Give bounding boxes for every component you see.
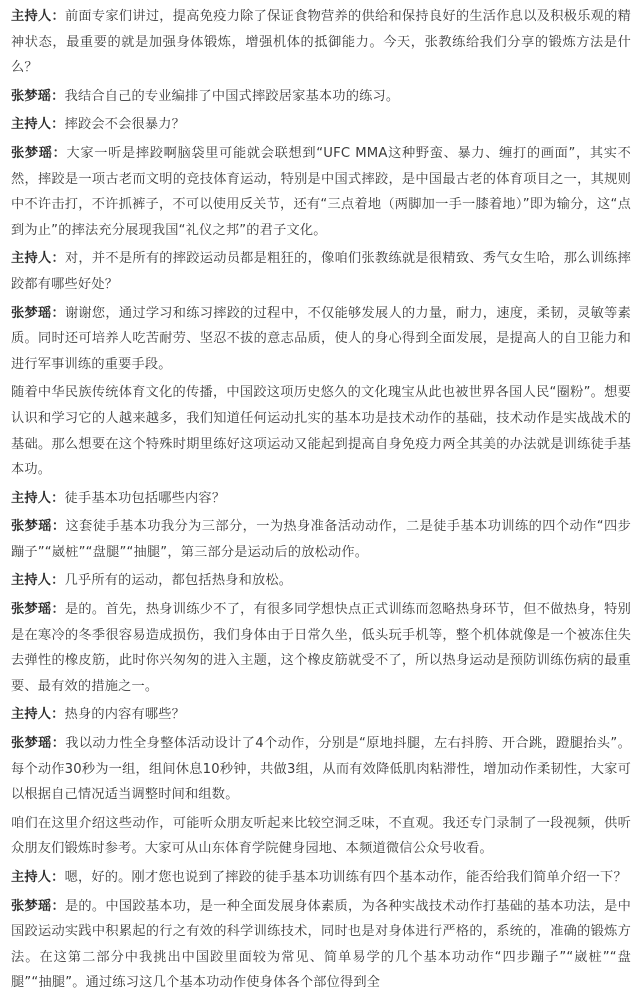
paragraph bbox=[11, 246, 631, 297]
speaker-name: 张梦瑶 bbox=[11, 736, 52, 752]
paragraph bbox=[11, 597, 631, 699]
speaker-separator: ： bbox=[51, 9, 65, 24]
paragraph-text: 大家一听是摔跤啊脑袋里可能就会联想到“UFC MMA这种野蛮、暴力、缠打的画面”，其实不然，摔跤是一项古老而文明的竞技体育运动，特别是中国式摔跤，是中国最古老的体育项目之一，其规则中不许击打，不许抓裤子，不可以使用反关节，还有“三点着地（两脚加一手一膝着地）”即为输分，这“点到为止”的摔法充分展现我国“礼仪之邦”的君子文化。 bbox=[11, 145, 631, 238]
paragraph-text: 前面专家们讲过，提高免疫力除了保证食物营养的供给和保持良好的生活作息以及积极乐观的精神状态，最重要的就是加强身体锻炼，增强机体的抵御能力。今天，张教练给我们分享的锻炼方法是什么？ bbox=[11, 9, 631, 76]
speaker-separator: ： bbox=[51, 602, 65, 618]
paragraph-text: 对，并不是所有的摔跤运动员都是粗狂的，像咱们张教练就是很精致、秀气女生哈，那么训练摔跤都有哪些好处？ bbox=[11, 251, 631, 292]
speaker-name: 张梦瑶 bbox=[11, 898, 52, 914]
paragraph-text: 嗯，好的。刚才您也说到了摔跤的徒手基本功训练有四个基本动作，能否给我们简单介绍一下？ bbox=[64, 870, 627, 885]
paragraph bbox=[11, 112, 631, 138]
paragraph-text: 谢谢您，通过学习和练习摔跤的过程中，不仅能够发展人的力量，耐力，速度，柔韧，灵敏等素质。同时还可培养人吃苦耐劳、坚忍不拔的意志品质，使人的身心得到全面发展，是提高人的自卫能力和进行军事训练的重要手段。 bbox=[11, 305, 631, 372]
speaker-name: 张梦瑶 bbox=[11, 145, 53, 161]
paragraph bbox=[11, 894, 631, 996]
speaker-separator: ： bbox=[51, 117, 65, 133]
speaker-separator: ： bbox=[51, 251, 65, 267]
paragraph-text: 徒手基本功包括哪些内容？ bbox=[64, 490, 226, 506]
speaker-name: 主持人 bbox=[11, 117, 52, 133]
paragraph bbox=[11, 141, 631, 243]
speaker-separator: ： bbox=[51, 88, 65, 104]
interview-document bbox=[11, 4, 631, 999]
speaker-name: 主持人 bbox=[11, 870, 52, 885]
paragraph bbox=[11, 865, 631, 891]
paragraph-text: 是的。中国跤基本功，是一种全面发展身体素质，为各种实战技术动作打基础的基本功法，是中国跤运动实践中积累起的行之有效的科学训练技术，同时也是对身体进行严格的，系统的，准确的锻炼方法。在这第二部分中我挑出中国跤里面较为常见、简单易学的几个基本功动作“四步蹦子”“崴桩”“盘腿”“抽腿”。通过练习这几个基本功动作使身体各个部位得到全 bbox=[11, 898, 631, 991]
paragraph bbox=[11, 486, 631, 512]
paragraph bbox=[11, 84, 631, 110]
paragraph-text: 咱们在这里介绍这些动作，可能听众朋友听起来比较空洞乏味，不直观。我还专门录制了一段视频，供听众朋友们锻炼时参考。大家可从山东体育学院健身园地、本频道微信公众号收看。 bbox=[11, 815, 631, 857]
speaker-separator: ： bbox=[51, 490, 65, 506]
speaker-name: 主持人 bbox=[11, 490, 52, 506]
paragraph bbox=[11, 514, 631, 565]
speaker-separator: ： bbox=[51, 305, 65, 321]
paragraph bbox=[11, 568, 631, 594]
speaker-name: 张梦瑶 bbox=[11, 305, 52, 321]
paragraph bbox=[11, 301, 631, 378]
speaker-name: 主持人 bbox=[11, 707, 52, 723]
speaker-name: 主持人 bbox=[11, 573, 52, 589]
speaker-name: 张梦瑶 bbox=[11, 88, 52, 104]
paragraph-text: 随着中华民族传统体育文化的传播，中国跤这项历史悠久的文化瑰宝从此也被世界各国人民“圈粉”。想要认识和学习它的人越来越多，我们知道任何运动扎实的基本功是技术动作的基础，技术动作是实战战术的基础。那么想要在这个特殊时期里练好这项运动又能起到提高自身免疫力两全其美的办法就是训练徒手基本功。 bbox=[11, 385, 631, 478]
speaker-name: 主持人 bbox=[11, 251, 52, 267]
paragraph bbox=[11, 4, 631, 81]
paragraph-text: 是的。首先，热身训练少不了，有很多同学想快点正式训练而忽略热身环节，但不做热身，特别是在寒冷的冬季很容易造成损伤，我们身体由于日常久坐，低头玩手机等，整个机体就像是一个被冻住失去弹性的橡皮筋，此时你兴匆匆的进入主题，这个橡皮筋就受不了，所以热身运动是预防训练伤病的最重要、最有效的措施之一。 bbox=[11, 602, 631, 694]
paragraph-text: 热身的内容有哪些？ bbox=[64, 707, 186, 723]
speaker-separator: ： bbox=[51, 736, 66, 752]
paragraph-text: 几乎所有的运动，都包括热身和放松。 bbox=[64, 573, 293, 589]
paragraph bbox=[11, 811, 631, 862]
paragraph bbox=[11, 380, 631, 482]
paragraph bbox=[11, 731, 631, 808]
paragraph-text: 这套徒手基本功我分为三部分，一为热身准备活动动作，二是徒手基本功训练的四个动作“四步蹦子”“崴桩”“盘腿”“抽腿”，第三部分是运动后的放松动作。 bbox=[11, 519, 631, 560]
speaker-separator: ： bbox=[51, 707, 65, 723]
speaker-name: 张梦瑶 bbox=[11, 519, 52, 535]
speaker-separator: ： bbox=[51, 519, 66, 535]
paragraph bbox=[11, 702, 631, 728]
speaker-separator: ： bbox=[51, 870, 65, 885]
speaker-separator: ： bbox=[51, 898, 65, 914]
speaker-separator: ： bbox=[52, 145, 67, 161]
speaker-name: 张梦瑶 bbox=[11, 602, 52, 618]
speaker-name: 主持人 bbox=[11, 9, 52, 24]
paragraph-text: 我结合自己的专业编排了中国式摔跤居家基本功的练习。 bbox=[64, 88, 400, 104]
paragraph-text: 我以动力性全身整体活动设计了4个动作，分别是“原地抖腿，左右抖胯、开合跳，蹬腿抬头”。每个动作30秒为一组，组间休息10秒钟，共做3组，从而有效降低肌肉粘滞性，增加动作柔韧性，大家可以根据自己情况适当调整时间和组数。 bbox=[11, 736, 631, 803]
speaker-separator: ： bbox=[51, 573, 65, 589]
paragraph-text: 摔跤会不会很暴力？ bbox=[64, 117, 186, 133]
